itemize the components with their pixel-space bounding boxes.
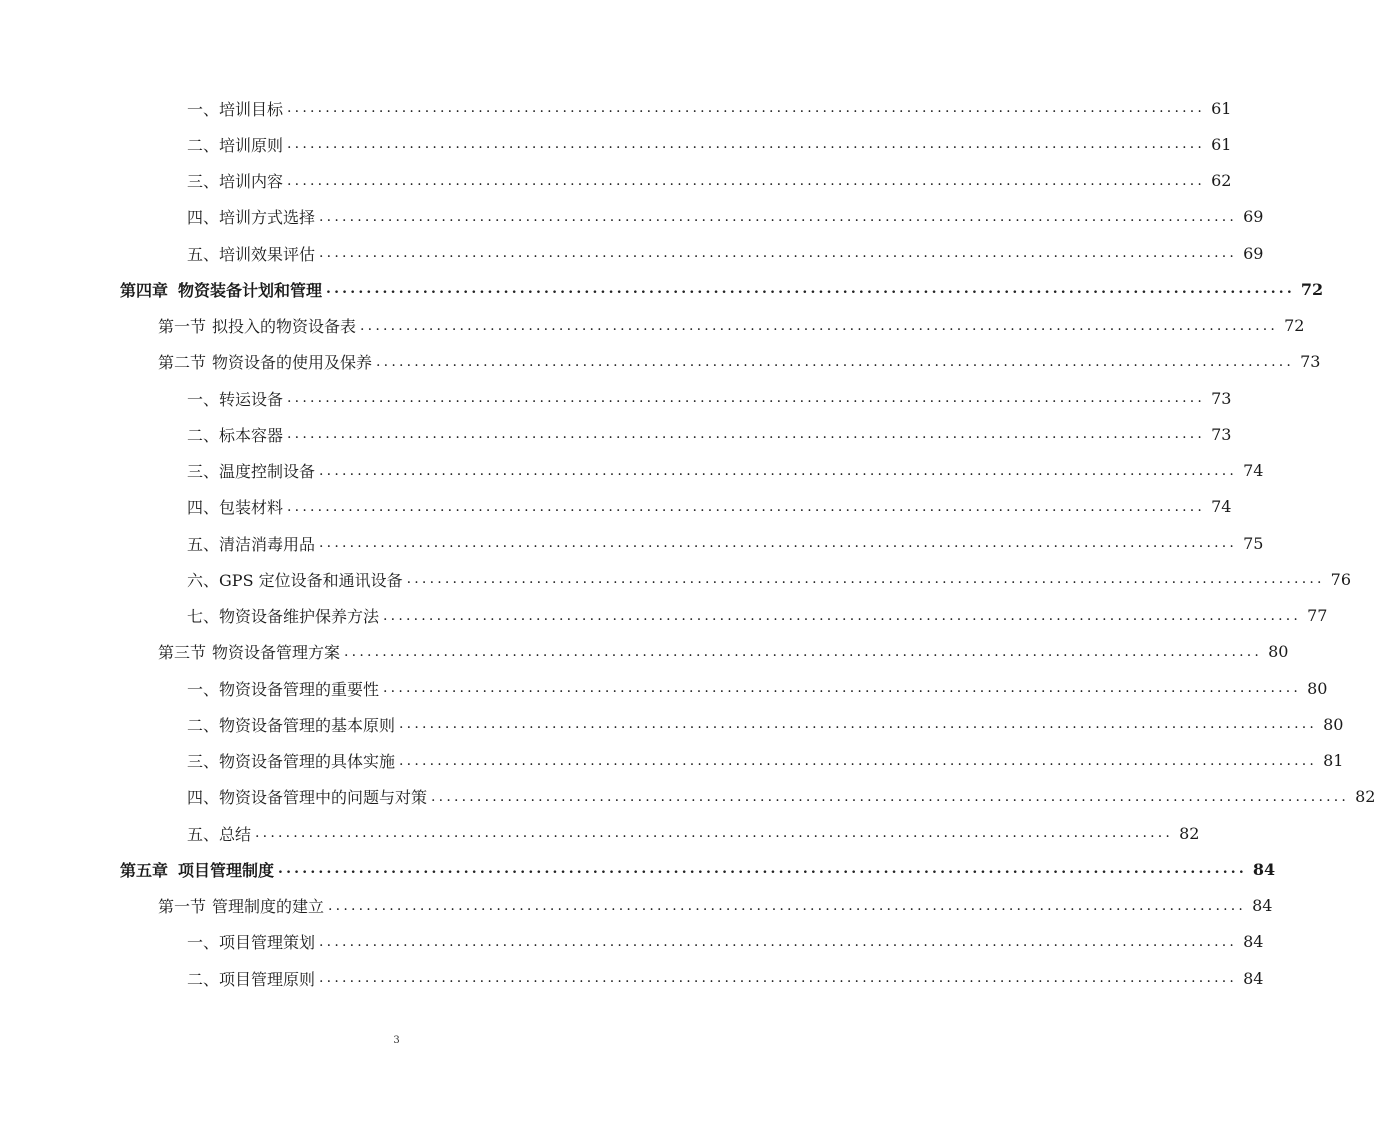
toc-entry-number: 三、 (187, 172, 220, 191)
toc-entry-page: 80 (1323, 714, 1344, 734)
toc-section-entry[interactable] (158, 894, 1273, 918)
toc-subsection-entry[interactable] (187, 459, 1264, 483)
dot-leader: ........................................................................................................................ (383, 607, 1302, 624)
toc-entry-page: 81 (1323, 751, 1344, 770)
toc-entry-page: 72 (1300, 279, 1324, 299)
dot-leader: ........................................................................................................................ (287, 136, 1206, 153)
dot-leader: ........................................................................................................................ (287, 426, 1206, 443)
toc-entry-number: 五、 (187, 534, 220, 554)
toc-entry-page: 76 (1330, 569, 1352, 589)
toc-entry-title: 包装材料 (219, 498, 284, 518)
toc-entry-page: 74 (1243, 461, 1264, 480)
dot-leader: ........................................................................................................................ (344, 643, 1263, 660)
toc-entry-page: 82 (1179, 823, 1200, 843)
dot-leader: ........................................................................................................................ (376, 353, 1295, 370)
toc-entry-page: 74 (1211, 497, 1232, 517)
toc-entry-page: 84 (1243, 968, 1264, 988)
toc-entry-title: 总结 (219, 824, 252, 844)
toc-subsection-entry[interactable] (187, 386, 1232, 410)
toc-subsection-entry[interactable] (187, 132, 1232, 156)
toc-entry-title: 物资设备管理的重要性 (219, 679, 380, 699)
toc-entry-title: 培训效果评估 (219, 244, 316, 264)
toc-entry-page: 73 (1211, 424, 1232, 444)
dot-leader: ........................................................................................................................ (406, 571, 1325, 588)
toc-entry-number: 四、 (187, 208, 220, 228)
dot-leader: ........................................................................................................................ (399, 716, 1318, 733)
dot-leader: ........................................................................................................................ (319, 933, 1238, 950)
toc-entry-title: 拟投入的物资设备表 (212, 317, 357, 336)
toc-subsection-entry[interactable] (187, 567, 1352, 591)
toc-entry-number: 第三节 (158, 643, 207, 663)
toc-entry-title: 物资设备的使用及保养 (212, 353, 373, 373)
toc-entry-page: 62 (1211, 171, 1232, 190)
toc-entry-page: 69 (1243, 243, 1264, 263)
dot-leader: ........................................................................................................................ (360, 317, 1279, 334)
toc-entry-page: 80 (1268, 642, 1289, 662)
toc-entry-number: 二、 (187, 135, 220, 155)
toc-subsection-entry[interactable] (187, 205, 1264, 229)
toc-subsection-entry[interactable] (187, 676, 1328, 700)
toc-entry-title: 温度控制设备 (219, 462, 316, 481)
toc-subsection-entry[interactable] (187, 785, 1375, 809)
toc-entry-number: 五、 (187, 824, 220, 844)
dot-leader: ........................................................................................................................ (326, 281, 1295, 298)
toc-entry-number: 第一节 (158, 897, 207, 916)
toc-subsection-entry[interactable] (187, 604, 1328, 628)
toc-section-entry[interactable] (158, 640, 1289, 664)
dot-leader: ........................................................................................................................ (319, 208, 1238, 225)
toc-entry-page: 77 (1307, 606, 1328, 625)
toc-entry-page: 73 (1300, 352, 1321, 372)
dot-leader: ........................................................................................................................ (319, 245, 1238, 261)
toc-entry-number: 一、 (187, 99, 220, 119)
toc-entry-title: 物资设备管理的具体实施 (219, 752, 396, 771)
dot-leader: ........................................................................................................................ (278, 861, 1247, 878)
dot-leader: ........................................................................................................................ (399, 752, 1318, 769)
toc-subsection-entry[interactable] (187, 422, 1232, 446)
toc-entry-number: 二、 (187, 425, 220, 445)
toc-entry-title: 项目管理原则 (219, 969, 316, 989)
toc-entry-title: GPS 定位设备和通讯设备 (219, 570, 403, 590)
toc-entry-number: 一、 (187, 933, 220, 953)
toc-subsection-entry[interactable] (187, 749, 1344, 773)
toc-entry-number: 四、 (187, 788, 220, 808)
toc-entry-number: 六、 (187, 570, 220, 590)
toc-entry-title: 培训目标 (219, 99, 284, 119)
toc-entry-title: 项目管理策划 (219, 933, 316, 953)
toc-entry-title: 物资装备计划和管理 (178, 280, 323, 300)
toc-subsection-entry[interactable] (187, 169, 1232, 193)
toc-subsection-entry[interactable] (187, 241, 1264, 265)
toc-entry-page: 84 (1243, 932, 1264, 952)
toc-subsection-entry[interactable] (187, 531, 1264, 555)
toc-entry-page: 84 (1252, 859, 1276, 879)
dot-leader: ........................................................................................................................ (319, 970, 1238, 986)
toc-entry-page: 61 (1211, 134, 1232, 154)
toc-entry-number: 三、 (187, 752, 220, 771)
toc-subsection-entry[interactable] (187, 96, 1232, 120)
toc-entry-number: 二、 (187, 715, 220, 735)
toc-entry-page: 82 (1355, 787, 1375, 807)
toc-entry-number: 四、 (187, 498, 220, 518)
toc-chapter-entry[interactable] (120, 277, 1324, 301)
toc-entry-title: 培训原则 (219, 135, 284, 155)
toc-entry-page: 73 (1211, 388, 1232, 408)
dot-leader: ........................................................................................................................ (287, 498, 1206, 515)
toc-entry-title: 管理制度的建立 (212, 897, 325, 916)
toc-entry-title: 物资设备管理的基本原则 (219, 715, 396, 735)
dot-leader: ........................................................................................................................ (255, 825, 1174, 841)
dot-leader: ........................................................................................................................ (383, 680, 1302, 696)
toc-entry-title: 物资设备管理中的问题与对策 (219, 788, 428, 808)
toc-entry-number: 第四章 (120, 280, 169, 300)
toc-entry-number: 二、 (187, 969, 220, 989)
toc-subsection-entry[interactable] (187, 712, 1344, 736)
toc-entry-number: 第一节 (158, 317, 207, 336)
toc-entry-title: 物资设备管理方案 (212, 643, 341, 663)
toc-entry-number: 一、 (187, 679, 220, 699)
toc-subsection-entry[interactable] (187, 966, 1264, 990)
toc-entry-page: 72 (1284, 316, 1305, 335)
toc-entry-page: 84 (1252, 896, 1273, 915)
toc-subsection-entry[interactable] (187, 930, 1264, 954)
dot-leader: ........................................................................................................................ (319, 535, 1238, 551)
toc-section-entry[interactable] (158, 350, 1321, 374)
toc-entry-page: 80 (1307, 678, 1328, 698)
dot-leader: ........................................................................................................................ (287, 390, 1206, 406)
toc-entry-title: 培训方式选择 (219, 208, 316, 228)
dot-leader: ........................................................................................................................ (319, 462, 1238, 479)
page-number: 3 (393, 1035, 400, 1046)
toc-entry-number: 一、 (187, 389, 220, 409)
toc-entry-title: 项目管理制度 (178, 860, 275, 880)
dot-leader: ........................................................................................................................ (431, 788, 1350, 805)
toc-entry-number: 五、 (187, 244, 220, 264)
dot-leader: ........................................................................................................................ (287, 100, 1206, 116)
toc-section-entry[interactable] (158, 314, 1305, 338)
toc-entry-title: 物资设备维护保养方法 (219, 607, 380, 626)
toc-entry-title: 转运设备 (219, 389, 284, 409)
toc-entry-number: 第二节 (158, 353, 207, 373)
toc-entry-page: 61 (1211, 98, 1232, 118)
toc-entry-number: 三、 (187, 462, 220, 481)
toc-entry-page: 69 (1243, 207, 1264, 227)
toc-entry-number: 第五章 (120, 860, 169, 880)
toc-entry-page: 75 (1243, 533, 1264, 553)
toc-entry-title: 清洁消毒用品 (219, 534, 316, 554)
toc-entry-title: 培训内容 (219, 172, 284, 191)
dot-leader: ........................................................................................................................ (328, 897, 1247, 914)
toc-chapter-entry[interactable] (120, 857, 1276, 881)
toc-subsection-entry[interactable] (187, 495, 1232, 519)
toc-entry-title: 标本容器 (219, 425, 284, 445)
dot-leader: ........................................................................................................................ (287, 172, 1206, 189)
toc-entry-number: 七、 (187, 607, 220, 626)
toc-subsection-entry[interactable] (187, 821, 1200, 845)
